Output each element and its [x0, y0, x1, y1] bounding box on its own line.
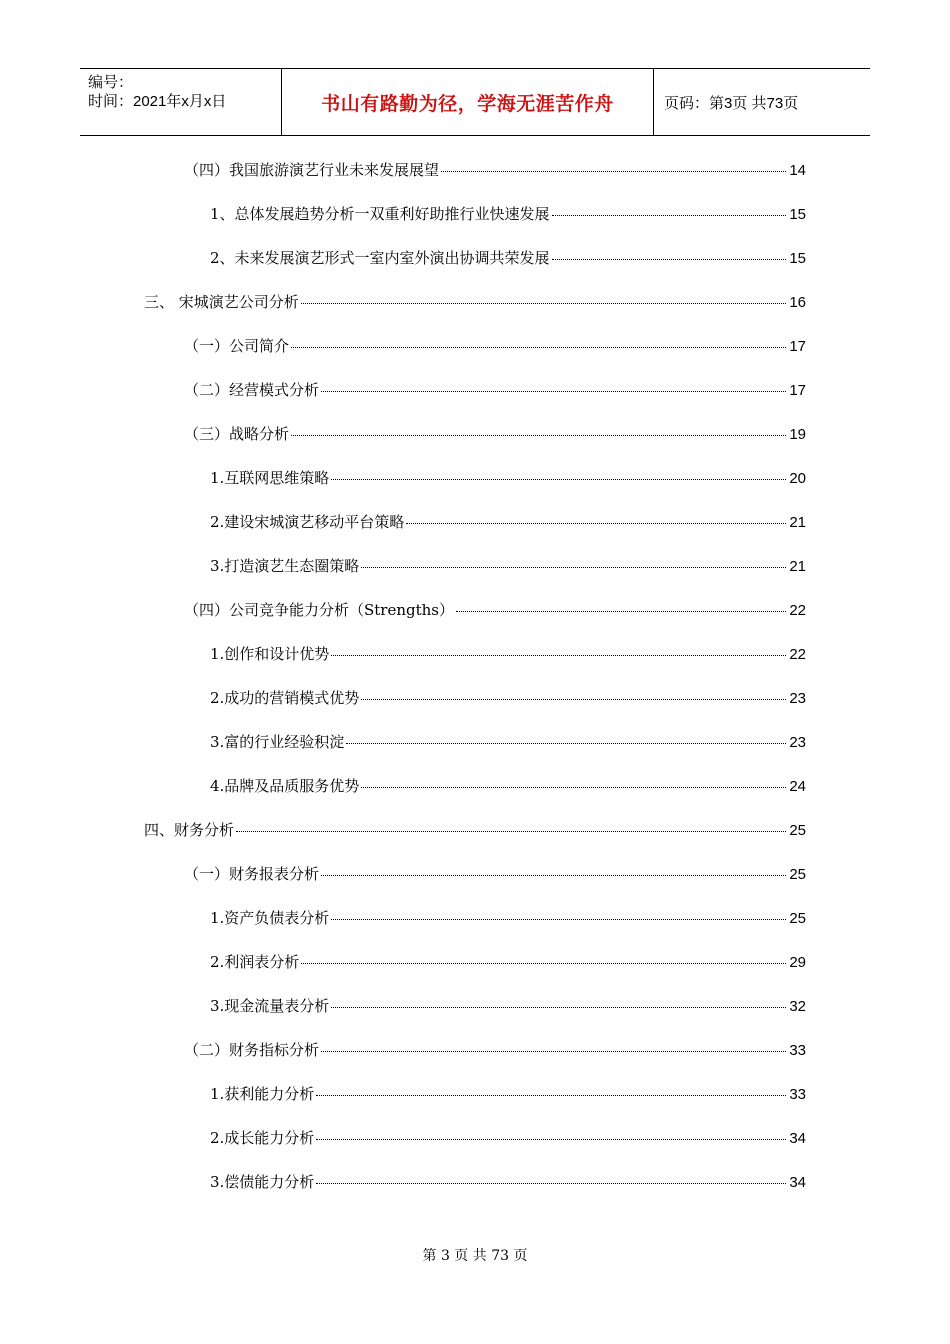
page-header: [80, 68, 870, 136]
toc-leader-dots: [331, 1007, 786, 1008]
toc-leader-dots: [321, 875, 786, 876]
toc-leader-dots: [331, 919, 786, 920]
toc-entry[interactable]: [210, 204, 806, 224]
header-motto: 书山有路勤为径，学海无涯苦作舟: [282, 69, 654, 135]
toc-entry-title: 1.资产负债表分析: [210, 909, 330, 927]
toc-entry-title: 1.互联网思维策略: [210, 469, 330, 487]
toc-entry-page-number: 24: [789, 778, 806, 795]
toc-entry-page-number: 23: [789, 690, 806, 707]
toc-entry-page-number: 34: [789, 1130, 806, 1147]
toc-entry-page-number: 19: [789, 426, 806, 443]
toc-entry-page-number: 29: [789, 954, 806, 971]
toc-entry-page-number: 25: [789, 866, 806, 883]
toc-leader-dots: [331, 479, 786, 480]
header-meta-cell: [80, 69, 282, 135]
toc-leader-dots: [236, 831, 786, 832]
toc-entry[interactable]: [184, 380, 806, 400]
toc-entry-title: （二）财务指标分析: [184, 1041, 320, 1059]
toc-leader-dots: [291, 435, 786, 436]
toc-entry[interactable]: [184, 1040, 806, 1060]
toc-entry-page-number: 14: [789, 162, 806, 179]
toc-entry-page-number: 16: [789, 294, 806, 311]
toc-entry-page-number: 23: [789, 734, 806, 751]
toc-entry-page-number: 25: [789, 910, 806, 927]
toc-entry[interactable]: [184, 600, 806, 620]
toc-entry-title: 4.品牌及品质服务优势: [210, 777, 360, 795]
toc-entry[interactable]: [210, 1172, 806, 1192]
toc-entry-title: 1.创作和设计优势: [210, 645, 330, 663]
toc-leader-dots: [361, 699, 786, 700]
header-page-info: 页码：第3页 共73页: [664, 94, 799, 112]
toc-entry[interactable]: [210, 908, 806, 928]
toc-entry[interactable]: [210, 468, 806, 488]
toc-entry-title: 3.现金流量表分析: [210, 997, 330, 1015]
toc-entry-title: （一）公司简介: [184, 337, 290, 355]
toc-entry[interactable]: [144, 820, 806, 840]
document-number-label: 编号：: [88, 74, 134, 91]
toc-leader-dots: [316, 1095, 786, 1096]
toc-entry-title: 2、未来发展演艺形式一室内室外演出协调共荣发展: [210, 249, 550, 267]
document-time-label: 时间：2021年x月x日: [88, 93, 227, 110]
toc-entry-title: 三、 宋城演艺公司分析: [144, 293, 299, 311]
toc-entry[interactable]: [210, 248, 806, 268]
toc-leader-dots: [406, 523, 786, 524]
toc-entry-page-number: 22: [789, 602, 806, 619]
toc-entry-title: 2.利润表分析: [210, 953, 300, 971]
toc-entry-title: 2.建设宋城演艺移动平台策略: [210, 513, 405, 531]
toc-entry-page-number: 21: [789, 558, 806, 575]
toc-leader-dots: [346, 743, 786, 744]
toc-entry-page-number: 32: [789, 998, 806, 1015]
toc-entry[interactable]: [184, 864, 806, 884]
toc-entry[interactable]: [210, 512, 806, 532]
toc-entry[interactable]: [210, 732, 806, 752]
toc-entry-title: 3.偿债能力分析: [210, 1173, 315, 1191]
toc-leader-dots: [316, 1139, 786, 1140]
toc-entry-title: 3.富的行业经验积淀: [210, 733, 345, 751]
toc-leader-dots: [331, 655, 786, 656]
toc-entry[interactable]: [144, 292, 806, 312]
toc-leader-dots: [321, 391, 786, 392]
toc-entry-title: 1、总体发展趋势分析一双重利好助推行业快速发展: [210, 205, 550, 223]
toc-entry[interactable]: [184, 160, 806, 180]
toc-entry-page-number: 21: [789, 514, 806, 531]
toc-leader-dots: [441, 171, 786, 172]
toc-leader-dots: [456, 611, 786, 612]
toc-entry-page-number: 25: [789, 822, 806, 839]
toc-entry-page-number: 15: [789, 250, 806, 267]
toc-entry[interactable]: [210, 688, 806, 708]
toc-entry-page-number: 17: [789, 338, 806, 355]
toc-leader-dots: [316, 1183, 786, 1184]
toc-entry-title: 2.成长能力分析: [210, 1129, 315, 1147]
toc-entry-page-number: 20: [789, 470, 806, 487]
toc-entry-title: （四）我国旅游演艺行业未来发展展望: [184, 161, 440, 179]
toc-entry[interactable]: [210, 776, 806, 796]
toc-leader-dots: [301, 303, 787, 304]
toc-entry[interactable]: [184, 424, 806, 444]
toc-leader-dots: [301, 963, 786, 964]
toc-entry-title: 3.打造演艺生态圈策略: [210, 557, 360, 575]
toc-entry-title: （二）经营模式分析: [184, 381, 320, 399]
toc-entry-title: 2.成功的营销模式优势: [210, 689, 360, 707]
toc-entry-title: 四、财务分析: [144, 821, 235, 839]
toc-entry-page-number: 33: [789, 1042, 806, 1059]
toc-entry[interactable]: [210, 1084, 806, 1104]
toc-entry-page-number: 15: [789, 206, 806, 223]
toc-leader-dots: [291, 347, 786, 348]
toc-entry[interactable]: [210, 644, 806, 664]
toc-entry-page-number: 22: [789, 646, 806, 663]
toc-entry[interactable]: [184, 336, 806, 356]
toc-entry[interactable]: [210, 996, 806, 1016]
page-footer: 第 3 页 共 73 页: [422, 1248, 528, 1264]
toc-leader-dots: [321, 1051, 786, 1052]
toc-entry-title: 1.获利能力分析: [210, 1085, 315, 1103]
toc-entry-page-number: 33: [789, 1086, 806, 1103]
toc-leader-dots: [361, 567, 786, 568]
toc-entry-title: （一）财务报表分析: [184, 865, 320, 883]
toc-entry-page-number: 17: [789, 382, 806, 399]
toc-entry[interactable]: [210, 556, 806, 576]
toc-entry[interactable]: [210, 1128, 806, 1148]
toc-entry-page-number: 34: [789, 1174, 806, 1191]
toc-entry-title: （三）战略分析: [184, 425, 290, 443]
toc-entry[interactable]: [210, 952, 806, 972]
toc-leader-dots: [552, 259, 787, 260]
toc-leader-dots: [361, 787, 786, 788]
toc-entry-title: （四）公司竞争能力分析（Strengths）: [184, 601, 455, 619]
toc-leader-dots: [552, 215, 787, 216]
